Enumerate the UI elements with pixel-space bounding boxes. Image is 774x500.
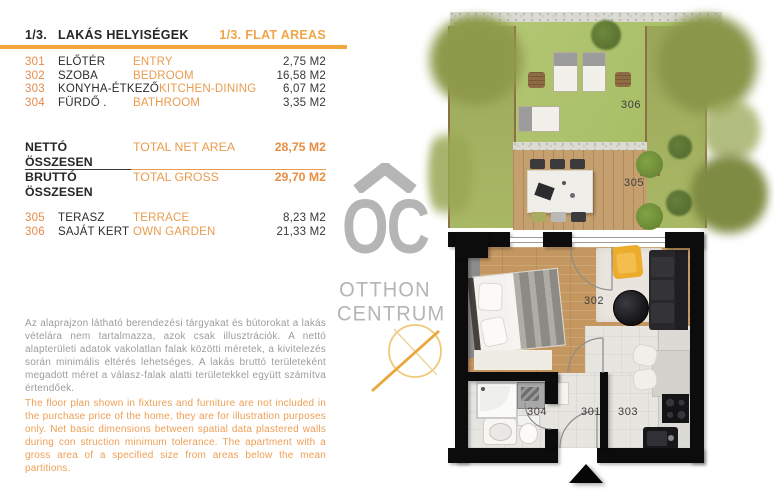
room-number: 306 — [25, 225, 45, 238]
room-label-kitchen: 303 — [618, 406, 639, 418]
room-number: 301 — [25, 56, 45, 68]
total-area: 28,75 M2 — [274, 140, 326, 154]
table-title-hu: LAKÁS HELYISÉGEK — [58, 28, 189, 42]
room-number: 304 — [25, 96, 45, 109]
room-area: 21,33 M2 — [276, 225, 326, 238]
room-label-garden: 306 — [621, 99, 642, 111]
logo-line2: CENTRUM — [337, 302, 446, 326]
room-number: 305 — [25, 212, 45, 224]
room-name-hu: KONYHA-ÉTKEZŐ — [58, 83, 160, 95]
entry-arrow-icon — [569, 464, 603, 483]
flat-index-hu: 1/3. — [25, 28, 48, 42]
room-name-en: BATHROOM — [133, 96, 201, 109]
room-name-hu: ELŐTÉR — [58, 56, 106, 68]
room-label-livingroom: 302 — [584, 295, 605, 307]
total-label-hu: NETTÓ ÖSSZESEN — [25, 140, 93, 169]
room-area: 16,58 M2 — [276, 69, 326, 82]
room-name-en: ENTRY — [133, 56, 173, 68]
room-name-hu: TERASZ — [58, 212, 105, 224]
room-name-en: KITCHEN-DINING — [159, 83, 257, 95]
disclaimer-hungarian: Az alaprajzon látható berendezési tárgyakat és bútorokat a lakás vételára nem tartalmazza, azok csak illusztrációk. A nettó alapterületi adatok vakolatlan falak közötti méretek, a kivitelezés során minimális eltérés lehetséges. A lakás bruttó területeként megadott méret a válasz-falak alatti területekkel együtt számítva értendőek. — [25, 318, 326, 394]
logo-line1: OTTHON — [339, 278, 431, 302]
total-label-hu: BRUTTÓ ÖSSZESEN — [25, 170, 93, 199]
room-area: 3,35 M2 — [283, 96, 326, 109]
room-name-en: OWN GARDEN — [133, 225, 216, 238]
room-name-hu: SZOBA — [58, 69, 98, 82]
room-name-hu: SAJÁT KERT — [58, 225, 130, 238]
disclaimer-english: The floor plan shown in fixtures and furniture are not included in the purchase price of the home, they are for illustration purposes only. Net basic dimensions between spatial data plastered walls during con struction minimum tolerance. The apartment with a gross area of a specified size from areas below the mean partitions. — [25, 398, 326, 474]
room-label-entry: 301 — [581, 406, 602, 418]
room-name-en: BEDROOM — [133, 69, 194, 82]
room-area: 2,75 M2 — [283, 56, 326, 68]
total-label-en: TOTAL NET AREA — [133, 140, 236, 154]
room-name-hu: FÜRDŐ . — [58, 96, 107, 109]
room-area: 6,07 M2 — [283, 83, 326, 95]
room-number: 302 — [25, 69, 45, 82]
room-name-en: TERRACE — [133, 212, 190, 224]
room-number: 303 — [25, 83, 45, 95]
total-label-en: TOTAL GROSS — [133, 170, 219, 184]
logo-monogram: OC — [342, 183, 428, 270]
room-label-bathroom: 304 — [527, 406, 548, 418]
room-area: 8,23 M2 — [283, 212, 326, 224]
total-area: 29,70 M2 — [274, 170, 326, 184]
room-label-terrace: 305 — [624, 177, 645, 189]
table-title-en: 1/3. FLAT AREAS — [219, 28, 326, 42]
